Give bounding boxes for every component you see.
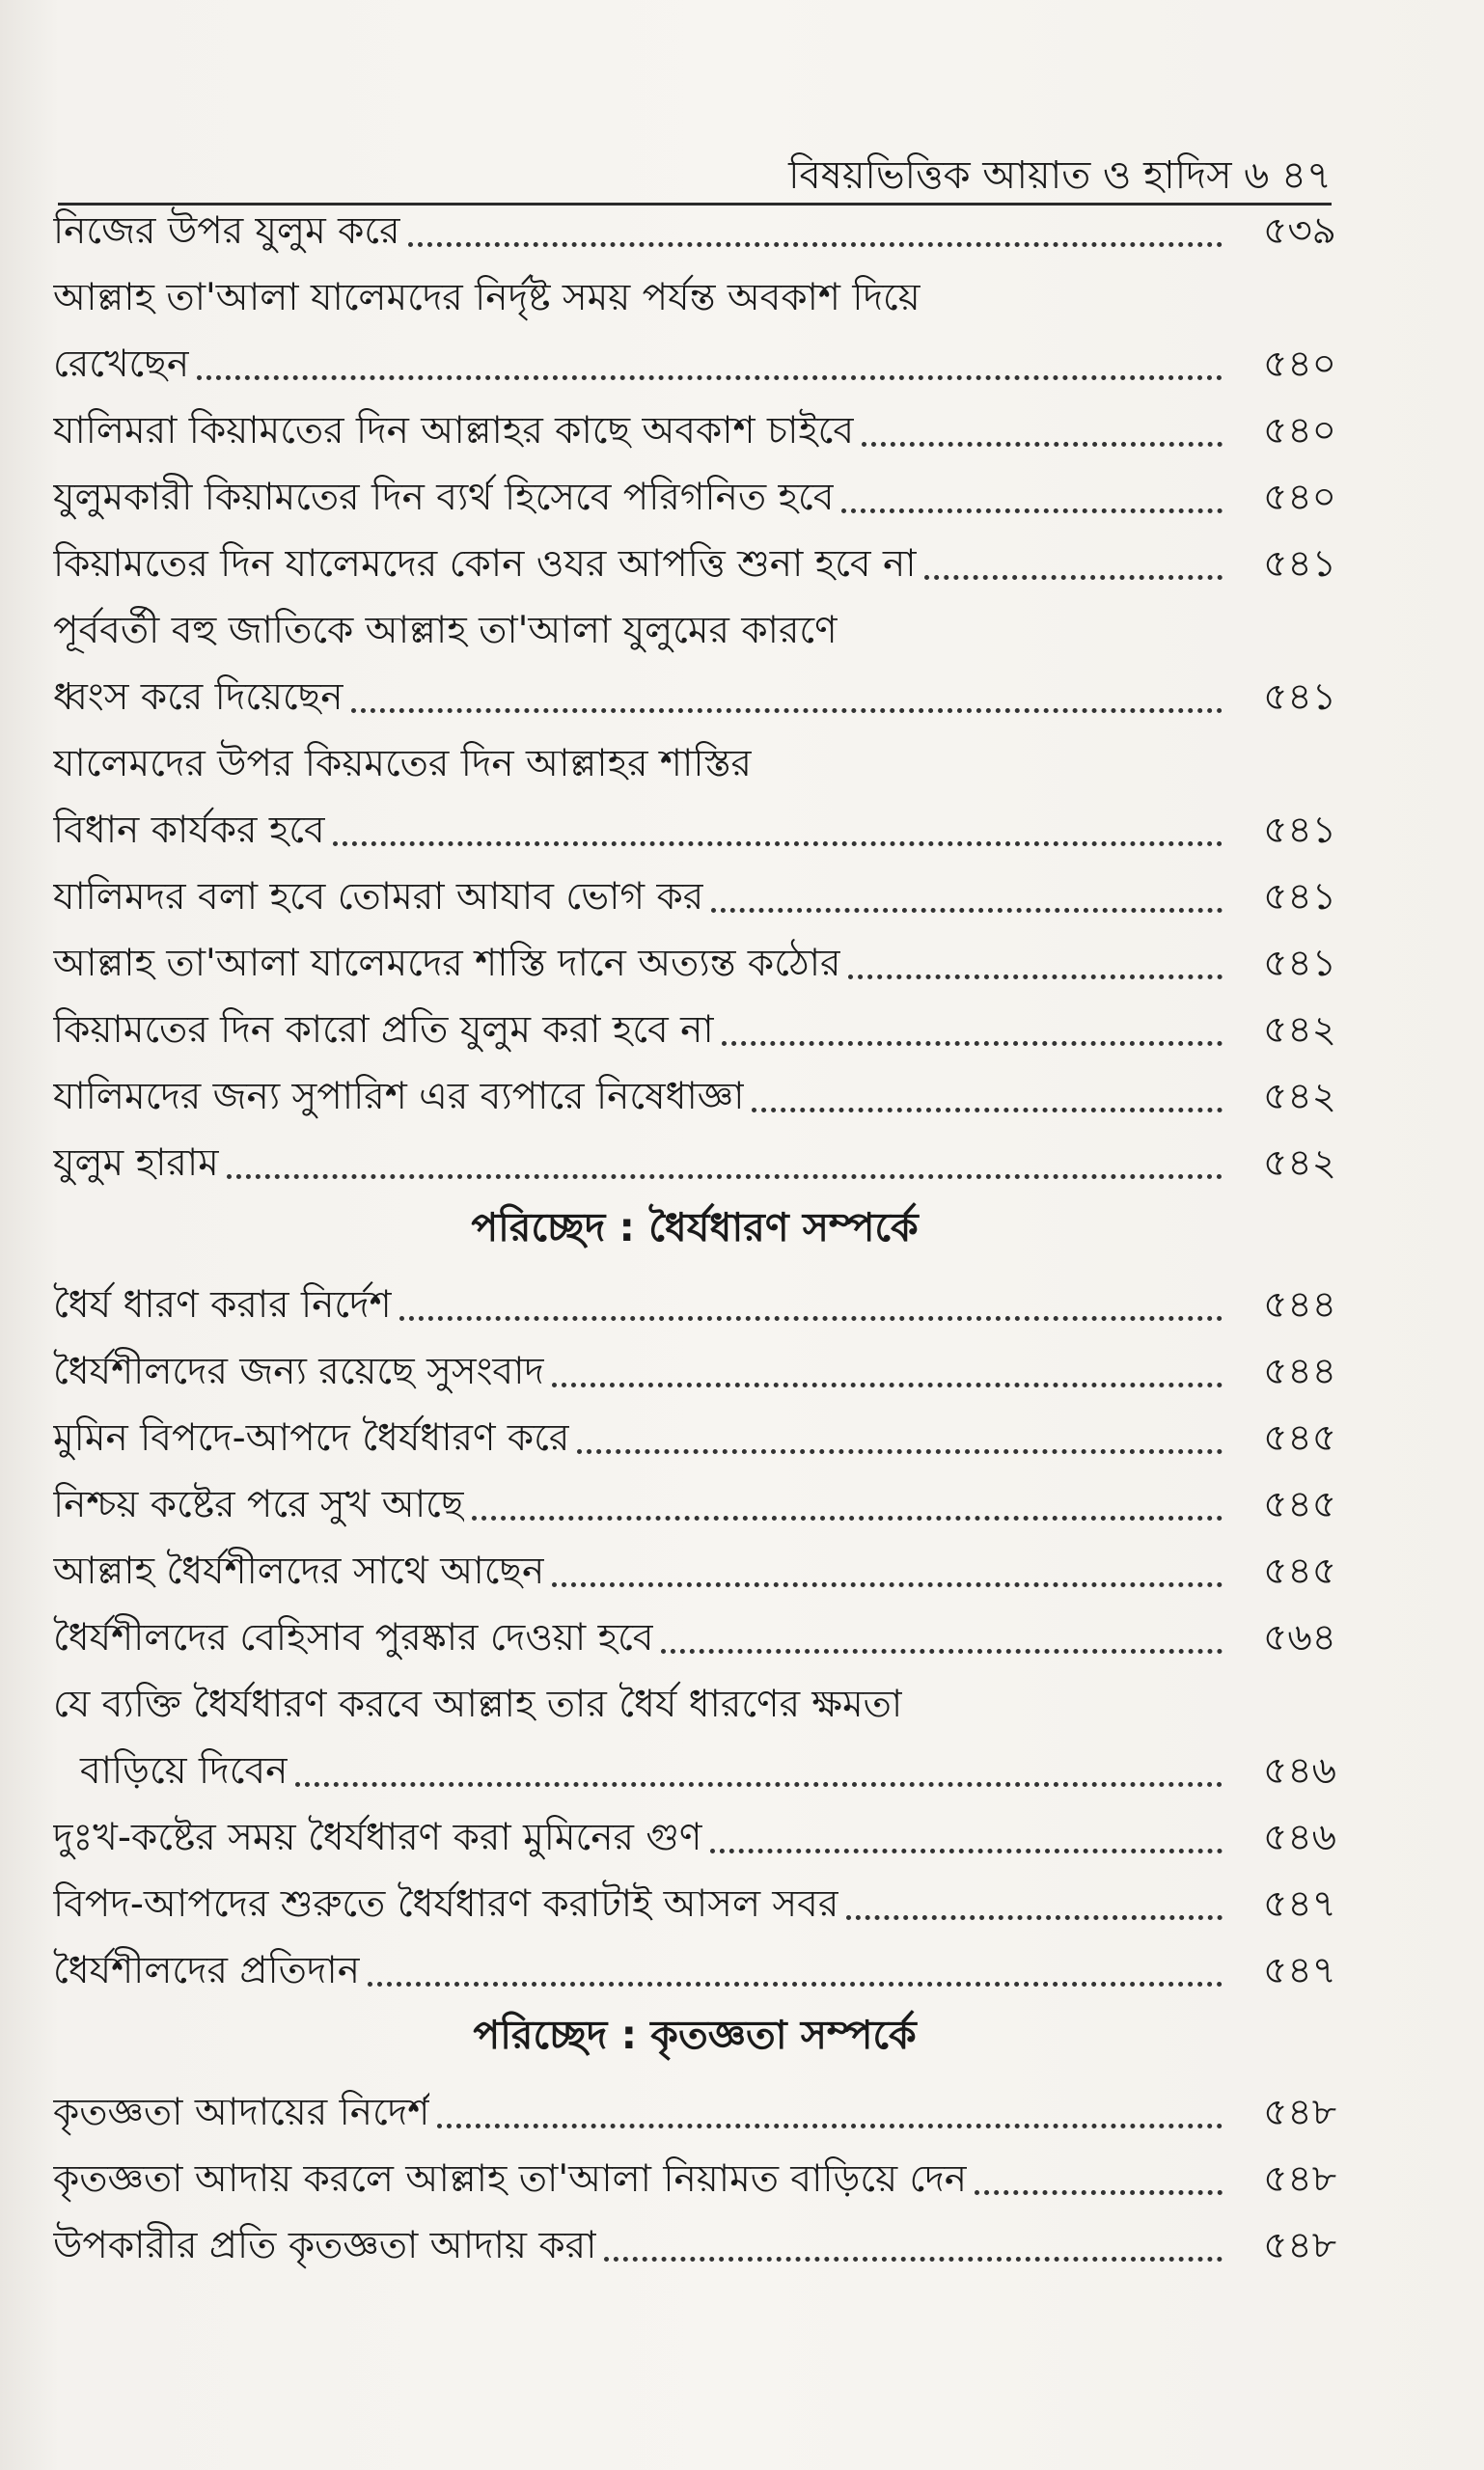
toc-entry-title: রেখেছেন	[53, 343, 190, 386]
table-of-contents	[53, 210, 1336, 2271]
toc-entry	[53, 390, 1336, 456]
toc-page-number: ৫৪৫	[1263, 1416, 1336, 1460]
toc-entry-title: বিধান কার্যকর হবে	[53, 809, 325, 852]
toc-entry-title: যালিমদর বলা হবে তোমরা আযাব ভোগ কর	[53, 875, 704, 919]
toc-entry	[53, 1264, 1336, 1331]
header-rule	[58, 203, 1332, 206]
toc-page-number: ৫৪১	[1263, 809, 1336, 852]
toc-page-number: ৫৪১	[1263, 875, 1336, 919]
toc-entry	[53, 1863, 1336, 1930]
toc-entry	[53, 1056, 1336, 1122]
dot-leader	[722, 1041, 1223, 1046]
toc-entry	[53, 523, 1336, 590]
toc-entry	[53, 723, 1336, 789]
dot-leader	[197, 375, 1223, 380]
toc-entry-title: কিয়ামতের দিন কারো প্রতি যুলুম করা হবে না	[53, 1008, 714, 1052]
toc-page-number: ৫৪০	[1263, 409, 1336, 453]
running-header: বিষয়ভিত্তিক আয়াত ও হাদিস ৬ ৪৭	[788, 153, 1332, 198]
toc-entry	[53, 922, 1336, 989]
section-heading: পরিচ্ছেদ : ধৈর্যধারণ সম্পর্কে	[471, 1204, 919, 1250]
dot-leader	[710, 1849, 1223, 1853]
toc-entry-title: পূর্ববর্তী বহু জাতিকে আল্লাহ তা'আলা যুলুমের কারণে	[53, 609, 838, 652]
toc-entry	[53, 1122, 1336, 1189]
toc-entry-title: কিয়ামতের দিন যালেমদের কোন ওযর আপত্তি শুনা হবে না	[53, 542, 917, 586]
toc-entry	[53, 210, 1336, 257]
toc-page-number: ৫৪৬	[1263, 1749, 1336, 1793]
toc-entry	[53, 1797, 1336, 1863]
toc-entry	[53, 2138, 1336, 2205]
toc-entry-title: নিজের উপর যুলুম করে	[53, 209, 400, 253]
toc-page-number: ৫৪০	[1263, 343, 1336, 386]
dot-leader	[227, 1174, 1223, 1179]
toc-page-number: ৫৪১	[1263, 675, 1336, 719]
toc-page-number: ৫৪৭	[1263, 1949, 1336, 1992]
dot-leader	[552, 1383, 1223, 1387]
dot-leader	[333, 841, 1223, 846]
dot-leader	[924, 575, 1223, 580]
dot-leader	[351, 708, 1223, 713]
toc-page-number: ৫৩৯	[1263, 209, 1336, 253]
toc-entry-title: যুলুমকারী কিয়ামতের দিন ব্যর্থ হিসেবে পরিগনিত হবে	[53, 476, 835, 519]
toc-entry-title: যালিমদের জন্য সুপারিশ এর ব্যপারে নিষেধাজ্ঞা	[53, 1075, 745, 1118]
toc-page-number: ৫৪৮	[1263, 2157, 1336, 2201]
toc-entry	[53, 989, 1336, 1056]
dot-leader	[661, 1649, 1223, 1654]
toc-page-number: ৫৪১	[1263, 942, 1336, 985]
toc-entry	[53, 1597, 1336, 1663]
toc-entry-title: নিশ্চয় কষ্টের পরে সুখ আছে	[53, 1483, 464, 1526]
dot-leader	[295, 1782, 1223, 1787]
toc-entry	[53, 856, 1336, 922]
section-heading: পরিচ্ছেদ : কৃতজ্ঞতা সম্পর্কে	[473, 2012, 917, 2058]
toc-entry-title: কৃতজ্ঞতা আদায় করলে আল্লাহ তা'আলা নিয়ামত বাড়িয়ে দেন	[53, 2157, 968, 2201]
dot-leader	[846, 1915, 1223, 1920]
toc-entry	[53, 1331, 1336, 1397]
dot-leader	[848, 974, 1223, 979]
toc-entry	[53, 2072, 1336, 2138]
dot-leader	[711, 908, 1223, 913]
toc-entry-title: দুঃখ-কষ্টের সময় ধৈর্যধারণ করা মুমিনের গুণ	[53, 1816, 702, 1859]
toc-entry-title: ধৈর্যশীলদের বেহিসাব পুরষ্কার দেওয়া হবে	[53, 1616, 654, 1660]
toc-entry-title: যে ব্যক্তি ধৈর্যধারণ করবে আল্লাহ তার ধৈর্য ধারণের ক্ষমতা	[53, 1683, 903, 1726]
toc-page-number: ৫৪১	[1263, 542, 1336, 586]
toc-entry-title: আল্লাহ ধৈর্যশীলদের সাথে আছেন	[53, 1550, 545, 1593]
dot-leader	[975, 2190, 1223, 2195]
toc-page-number: ৫৬৪	[1263, 1616, 1336, 1660]
toc-entry	[53, 789, 1336, 856]
toc-page-number: ৫৪৭	[1263, 1882, 1336, 1926]
dot-leader	[472, 1516, 1223, 1521]
toc-page-number: ৫৪২	[1263, 1008, 1336, 1052]
toc-page-number: ৫৪৮	[1263, 2091, 1336, 2134]
dot-leader	[408, 242, 1223, 247]
toc-entry-title: কৃতজ্ঞতা আদায়ের নিদের্শ	[53, 2091, 430, 2134]
toc-entry	[53, 323, 1336, 390]
toc-entry	[53, 456, 1336, 523]
dot-leader	[841, 508, 1223, 513]
toc-entry	[53, 2205, 1336, 2271]
dot-leader	[604, 2257, 1223, 2262]
dot-leader	[577, 1449, 1223, 1454]
toc-page-number: ৫৪৪	[1263, 1350, 1336, 1393]
toc-entry-title: মুমিন বিপদে-আপদে ধৈর্যধারণ করে	[53, 1416, 570, 1460]
toc-entry-title: ধ্বংস করে দিয়েছেন	[53, 675, 344, 719]
toc-entry	[53, 590, 1336, 656]
toc-entry-title: যালেমদের উপর কিয়মতের দিন আল্লাহর শাস্তির	[53, 742, 752, 785]
toc-entry-title: বিপদ-আপদের শুরুতে ধৈর্যধারণ করাটাই আসল সবর	[53, 1882, 839, 1926]
toc-entry-title: উপকারীর প্রতি কৃতজ্ঞতা আদায় করা	[53, 2224, 597, 2267]
toc-entry-title: ধৈর্য ধারণ করার নির্দেশ	[53, 1283, 392, 1327]
toc-entry	[53, 1464, 1336, 1530]
toc-page-number: ৫৪২	[1263, 1141, 1336, 1185]
toc-page-number: ৫৪২	[1263, 1075, 1336, 1118]
toc-entry-title: যালিমরা কিয়ামতের দিন আল্লাহর কাছে অবকাশ চাইবে	[53, 409, 855, 453]
toc-page-number: ৫৪৪	[1263, 1283, 1336, 1327]
toc-entry	[53, 1930, 1336, 1996]
dot-leader	[752, 1108, 1223, 1112]
toc-entry	[53, 1530, 1336, 1597]
toc-page-number: ৫৪০	[1263, 476, 1336, 519]
toc-page-number: ৫৪৫	[1263, 1550, 1336, 1593]
dot-leader	[862, 442, 1223, 447]
dot-leader	[437, 2124, 1223, 2128]
toc-entry-title: যুলুম হারাম	[53, 1141, 219, 1185]
toc-entry-title: আল্লাহ তা'আলা যালেমদের নির্দৃষ্ট সময় পর্যন্ত অবকাশ দিয়ে	[53, 276, 921, 319]
toc-entry	[53, 656, 1336, 723]
dot-leader	[399, 1316, 1223, 1321]
toc-entry-title: ধৈর্যশীলদের জন্য রয়েছে সুসংবাদ	[53, 1350, 544, 1393]
toc-page-number: ৫৪৫	[1263, 1483, 1336, 1526]
toc-entry	[53, 1663, 1336, 1730]
dot-leader	[552, 1582, 1223, 1587]
toc-entry	[53, 1397, 1336, 1464]
toc-entry-title: বাড়িয়ে দিবেন	[80, 1749, 289, 1793]
toc-entry-title: আল্লাহ তা'আলা যালেমদের শাস্তি দানে অত্যন্ত কঠোর	[53, 942, 841, 985]
toc-entry	[53, 257, 1336, 323]
toc-page-number: ৫৪৬	[1263, 1816, 1336, 1859]
toc-entry-title: ধৈর্যশীলদের প্রতিদান	[53, 1949, 361, 1992]
dot-leader	[368, 1982, 1223, 1987]
toc-page-number: ৫৪৮	[1263, 2224, 1336, 2267]
toc-entry	[53, 1730, 1336, 1797]
